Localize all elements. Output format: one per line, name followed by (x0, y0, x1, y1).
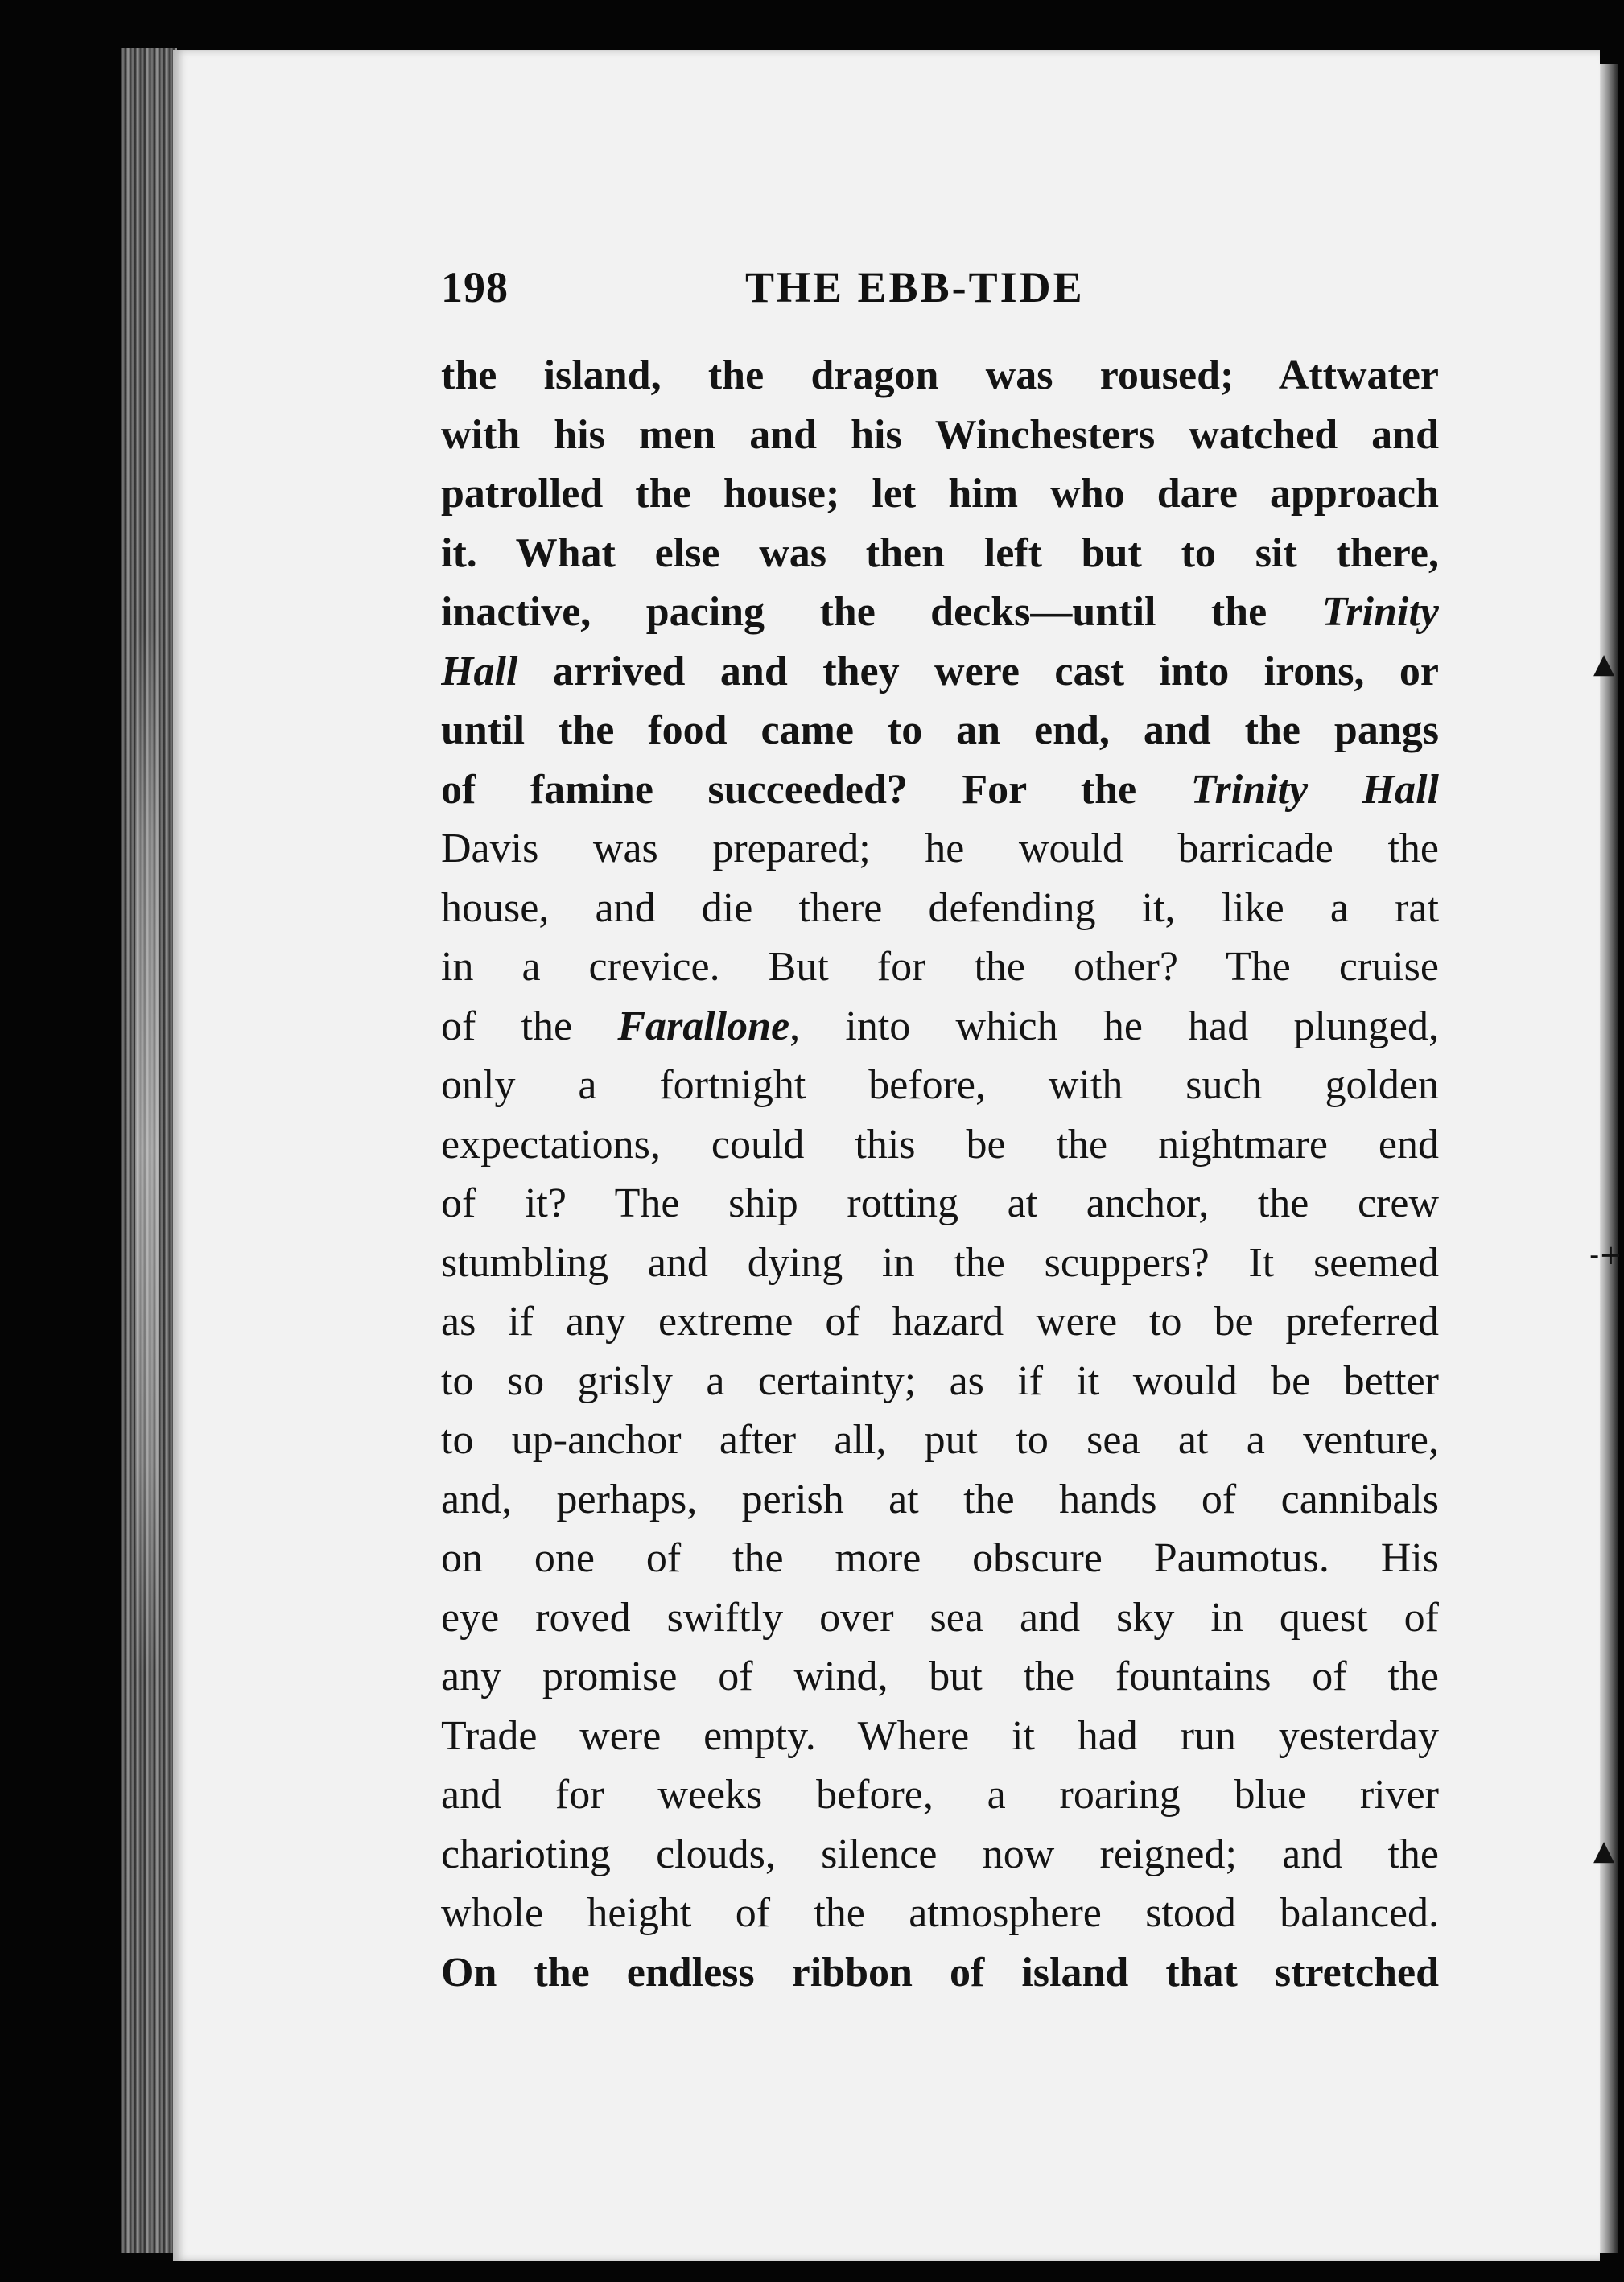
text-line: to so grisly a certainty; as if it would be better (441, 1357, 1439, 1404)
text-line: it. What else was then left but to sit there, (441, 529, 1439, 576)
text-line: the island, the dragon was roused; Attwater (441, 352, 1439, 398)
text-line (441, 760, 1439, 820)
running-title: THE EBB-TIDE (745, 263, 1085, 311)
page-right-edge (1600, 64, 1618, 2253)
text-line: charioting clouds, silence now reigned; and the (441, 1831, 1439, 1877)
text-line: and, perhaps, perish at the hands of cannibals (441, 1476, 1439, 1522)
text-line: on one of the more obscure Paumotus. His (441, 1535, 1439, 1581)
text-line: in a crevice. But for the other? The cruise (441, 944, 1439, 990)
text-line: to up-anchor after all, put to sea at a venture, (441, 1417, 1439, 1463)
text-line: any promise of wind, but the fountains of the (441, 1654, 1439, 1699)
text-line: and for weeks before, a roaring blue river (441, 1772, 1439, 1818)
italic-ship-name: Hall (441, 648, 518, 694)
italic-ship-name: Farallone (617, 1003, 790, 1049)
text-line: stumbling and dying in the scuppers? It seemed (441, 1239, 1439, 1286)
edge-mark-upper: ▲ (1593, 648, 1615, 680)
text-line: expectations, could this be the nightmare end (441, 1121, 1439, 1168)
text-segment: arrived and they were cast into irons, or (517, 648, 1439, 694)
spine-stamp-faded (135, 628, 159, 1674)
text-line: with his men and his Winchesters watched and (441, 411, 1439, 458)
text-line: of it? The ship rotting at anchor, the crew (441, 1180, 1439, 1226)
text-line (441, 583, 1439, 642)
text-line: as if any extreme of hazard were to be preferred (441, 1299, 1439, 1345)
text-line: whole height of the atmosphere stood balanced. (441, 1890, 1439, 1936)
text-line: On the endless ribbon of island that stretched (441, 1949, 1439, 1996)
edge-mark-lower: ▲ (1593, 1835, 1615, 1867)
text-segment: of the (441, 1003, 618, 1049)
text-line: patrolled the house; let him who dare approach (441, 471, 1439, 517)
text-line: only a fortnight before, with such golden (441, 1062, 1439, 1108)
text-line (441, 997, 1439, 1057)
text-line: eye roved swiftly over sea and sky in quest of (441, 1594, 1439, 1641)
text-line: until the food came to an end, and the pangs (441, 707, 1439, 753)
text-line: Davis was prepared; he would barricade the (441, 826, 1439, 871)
body-text (441, 346, 1439, 2002)
text-segment: , into which he had plunged, (789, 1003, 1439, 1049)
running-header (441, 256, 1439, 320)
text-line (441, 642, 1439, 702)
text-line: house, and die there defending it, like a rat (441, 884, 1439, 931)
italic-ship-name: Trinity (1321, 589, 1439, 635)
text-segment: inactive, pacing the decks—until the (441, 589, 1322, 635)
text-line: Trade were empty. Where it had run yesterday (441, 1712, 1439, 1759)
edge-mark-middle: -+ (1589, 1239, 1622, 1271)
text-segment: of famine succeeded? For the (441, 766, 1191, 813)
page-number: 198 (441, 263, 509, 311)
italic-ship-name: Trinity Hall (1190, 766, 1439, 813)
